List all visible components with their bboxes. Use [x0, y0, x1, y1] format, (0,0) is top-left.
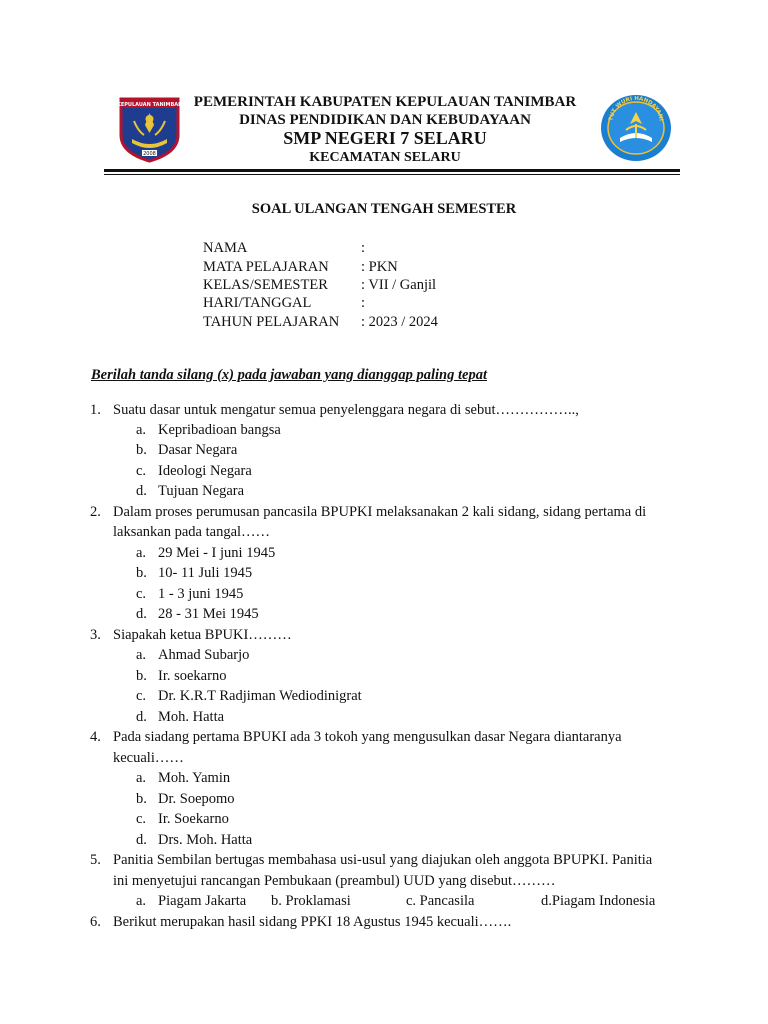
letterhead-rule-thick [104, 169, 680, 172]
option-letter: a. [136, 647, 147, 663]
option-letter: b. [136, 668, 147, 684]
option-text: 28 - 31 Mei 1945 [158, 606, 259, 622]
option-letter: b. [136, 442, 147, 458]
question-text: Pada siadang pertama BPUKI ada 3 tokoh yang mengusulkan dasar Negara diantaranya [113, 729, 622, 745]
identity-value-date: : [361, 295, 366, 311]
option-inline-d: d.Piagam Indonesia [541, 893, 656, 909]
option-text: Ir. soekarno [158, 668, 227, 684]
question-number: 5. [90, 852, 101, 868]
question-text: Berikut merupakan hasil sidang PPKI 18 Agustus 1945 kecuali……. [113, 914, 512, 930]
option-text: Moh. Yamin [158, 770, 231, 786]
question-number: 3. [90, 627, 101, 643]
exam-title: SOAL ULANGAN TENGAH SEMESTER [251, 201, 517, 217]
option-text: Ahmad Subarjo [158, 647, 250, 663]
letterhead-school-name: SMP NEGERI 7 SELARU [283, 128, 487, 148]
identity-label-date: HARI/TANGGAL [203, 295, 312, 311]
option-letter: a. [136, 893, 147, 909]
option-text: Moh. Hatta [158, 709, 225, 725]
option-letter: a. [136, 770, 147, 786]
question-text: Suatu dasar untuk mengatur semua penyelenggara negara di sebut…………….., [113, 402, 579, 418]
identity-label-class: KELAS/SEMESTER [203, 277, 328, 293]
question-text: Siapakah ketua BPUKI……… [113, 627, 292, 643]
emblem-year-text: 2008 [143, 151, 156, 157]
identity-label-name: NAMA [203, 240, 248, 256]
question-number: 6. [90, 914, 101, 930]
option-letter: b. [136, 791, 147, 807]
identity-value-year: : 2023 / 2024 [361, 314, 438, 330]
option-letter: d. [136, 606, 147, 622]
option-inline-c: c. Pancasila [406, 893, 475, 909]
letterhead-department: DINAS PENDIDIKAN DAN KEBUDAYAAN [239, 112, 531, 128]
question-number: 1. [90, 402, 101, 418]
letterhead-rule-thin [104, 174, 680, 175]
question-text: Dalam proses perumusan pancasila BPUPKI melaksanakan 2 kali sidang, sidang pertama di [113, 504, 647, 520]
question-text-continued: ini menyetujui rancangan Pembukaan (preambul) UUD yang disebut……… [113, 873, 556, 889]
identity-value-subject: : PKN [361, 259, 398, 275]
option-text: Dr. Soepomo [158, 791, 235, 807]
question-number: 2. [90, 504, 101, 520]
identity-label-year: TAHUN PELAJARAN [203, 314, 340, 330]
option-letter: c. [136, 586, 147, 602]
question-text: Panitia Sembilan bertugas membahasa usi-usul yang diajukan oleh anggota BPUPKI. Panitia [113, 852, 653, 868]
option-letter: d. [136, 709, 147, 725]
letterhead-district: KECAMATAN SELARU [309, 150, 461, 165]
instruction-text: Berilah tanda silang (x) pada jawaban yang dianggap paling tepat [91, 367, 487, 383]
identity-value-name: : [361, 240, 366, 256]
option-text: 29 Mei - I juni 1945 [158, 545, 276, 561]
letterhead-government: PEMERINTAH KABUPATEN KEPULAUAN TANIMBAR [193, 94, 577, 110]
option-text: 1 - 3 juni 1945 [158, 586, 244, 602]
option-text: Dr. K.R.T Radjiman Wediodinigrat [158, 688, 362, 704]
option-inline-b: b. Proklamasi [271, 893, 351, 909]
option-letter: a. [136, 422, 147, 438]
question-text-continued: laksankan pada tangal…… [113, 524, 271, 540]
option-letter: d. [136, 832, 147, 848]
option-letter: c. [136, 463, 147, 479]
question-text-continued: kecuali…… [113, 750, 184, 766]
identity-value-class: : VII / Ganjil [361, 277, 437, 293]
option-letter: b. [136, 565, 147, 581]
option-text: Ideologi Negara [158, 463, 252, 479]
option-text: Kepribadioan bangsa [158, 422, 281, 438]
option-text: Drs. Moh. Hatta [158, 832, 253, 848]
logo-motto-text: TUT WURI HANDAYANI [608, 95, 664, 122]
option-letter: d. [136, 483, 147, 499]
identity-label-subject: MATA PELAJARAN [203, 259, 329, 275]
question-number: 4. [90, 729, 101, 745]
option-letter: c. [136, 811, 147, 827]
option-letter: a. [136, 545, 147, 561]
option-text: Dasar Negara [158, 442, 238, 458]
option-text: 10- 11 Juli 1945 [158, 565, 253, 581]
tut-wuri-handayani-logo [600, 94, 672, 162]
option-letter: c. [136, 688, 147, 704]
option-text: Piagam Jakarta [158, 893, 247, 909]
option-text: Ir. Soekarno [158, 811, 229, 827]
emblem-banner-text: KEPULAUAN TANIMBAR [118, 102, 181, 108]
option-text: Tujuan Negara [158, 483, 245, 499]
